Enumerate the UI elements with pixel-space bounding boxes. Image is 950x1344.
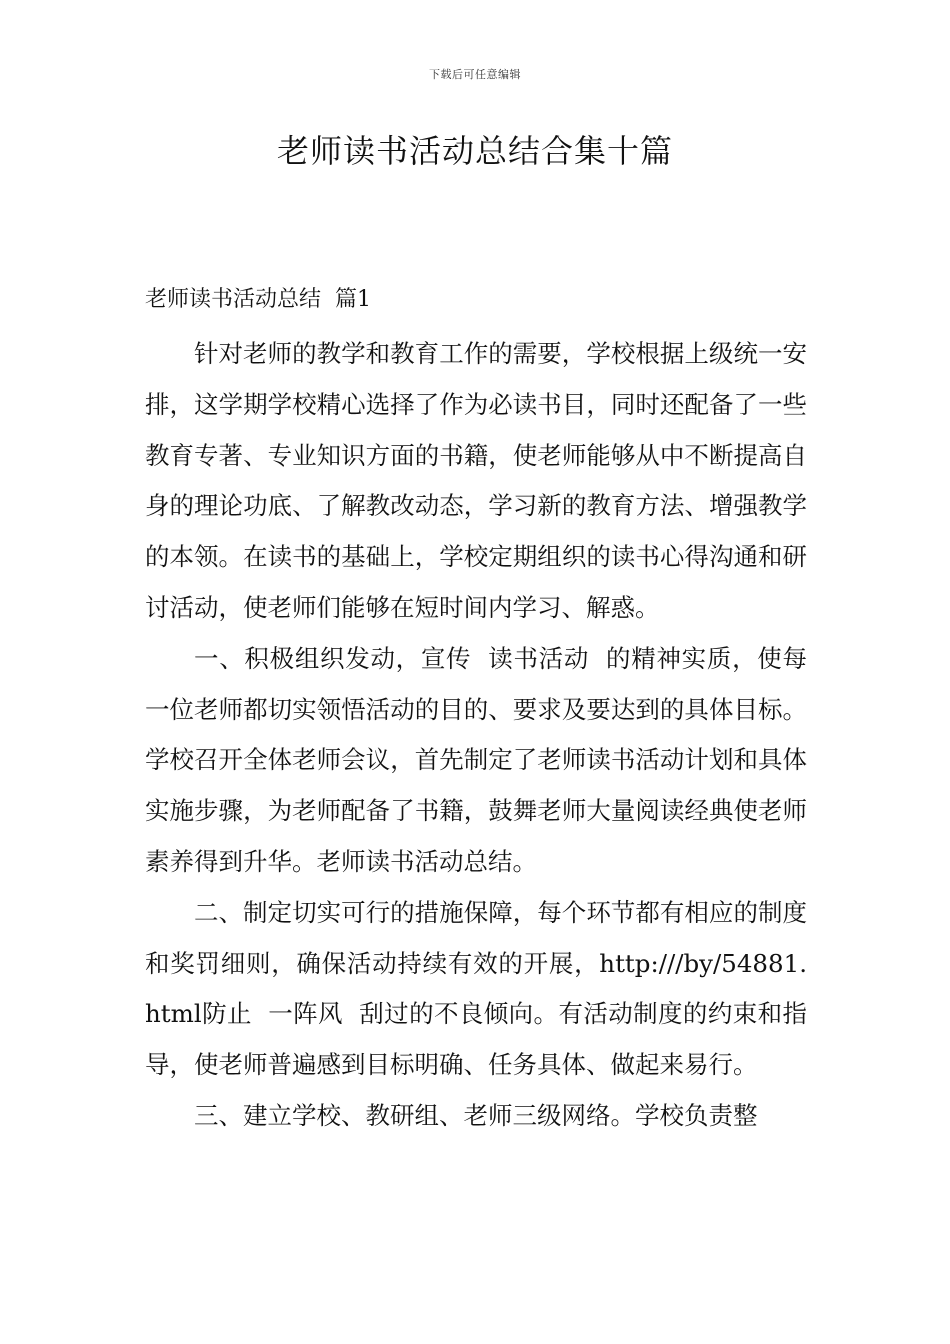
document-title: 老师读书活动总结合集十篇 xyxy=(276,132,673,170)
paragraph-intro: 针对老师的教学和教育工作的需要，学校根据上级统一安排，这学期学校精心选择了作为必读书目，同时还配备了一些教育专著、专业知识方面的书籍，使老师能够从中不断提高自身的理论功底、了解教改动态，学习新的教育方法、增强教学的本领。在读书的基础上，学校定期组织的读书心得沟通和研讨活动，使老师们能够在短时间内学习、解惑。 xyxy=(145,339,807,622)
section-heading: 老师读书活动总结 篇1 xyxy=(145,287,371,312)
body-text xyxy=(145,329,807,1142)
paragraph-point-2: 二、制定切实可行的措施保障，每个环节都有相应的制度和奖罚细则，确保活动持续有效的开展，http:///by/54881.html防止 一阵风 刮过的不良倾向。有活动制度的约束和指导，使老师普遍感到目标明确、任务具体、做起来易行。 xyxy=(145,897,807,1080)
header-note: 下载后可任意编辑 xyxy=(429,68,521,81)
paragraph-point-3: 三、建立学校、教研组、老师三级网络。学校负责整 xyxy=(194,1100,758,1130)
paragraph-point-1: 一、积极组织发动，宣传 读书活动 的精神实质，使每一位老师都切实领悟活动的目的、要求及要达到的具体目标。学校召开全体老师会议，首先制定了老师读书活动计划和具体实施步骤，为老师配备了书籍，鼓舞老师大量阅读经典使老师素养得到升华。老师读书活动总结。 xyxy=(145,643,807,876)
